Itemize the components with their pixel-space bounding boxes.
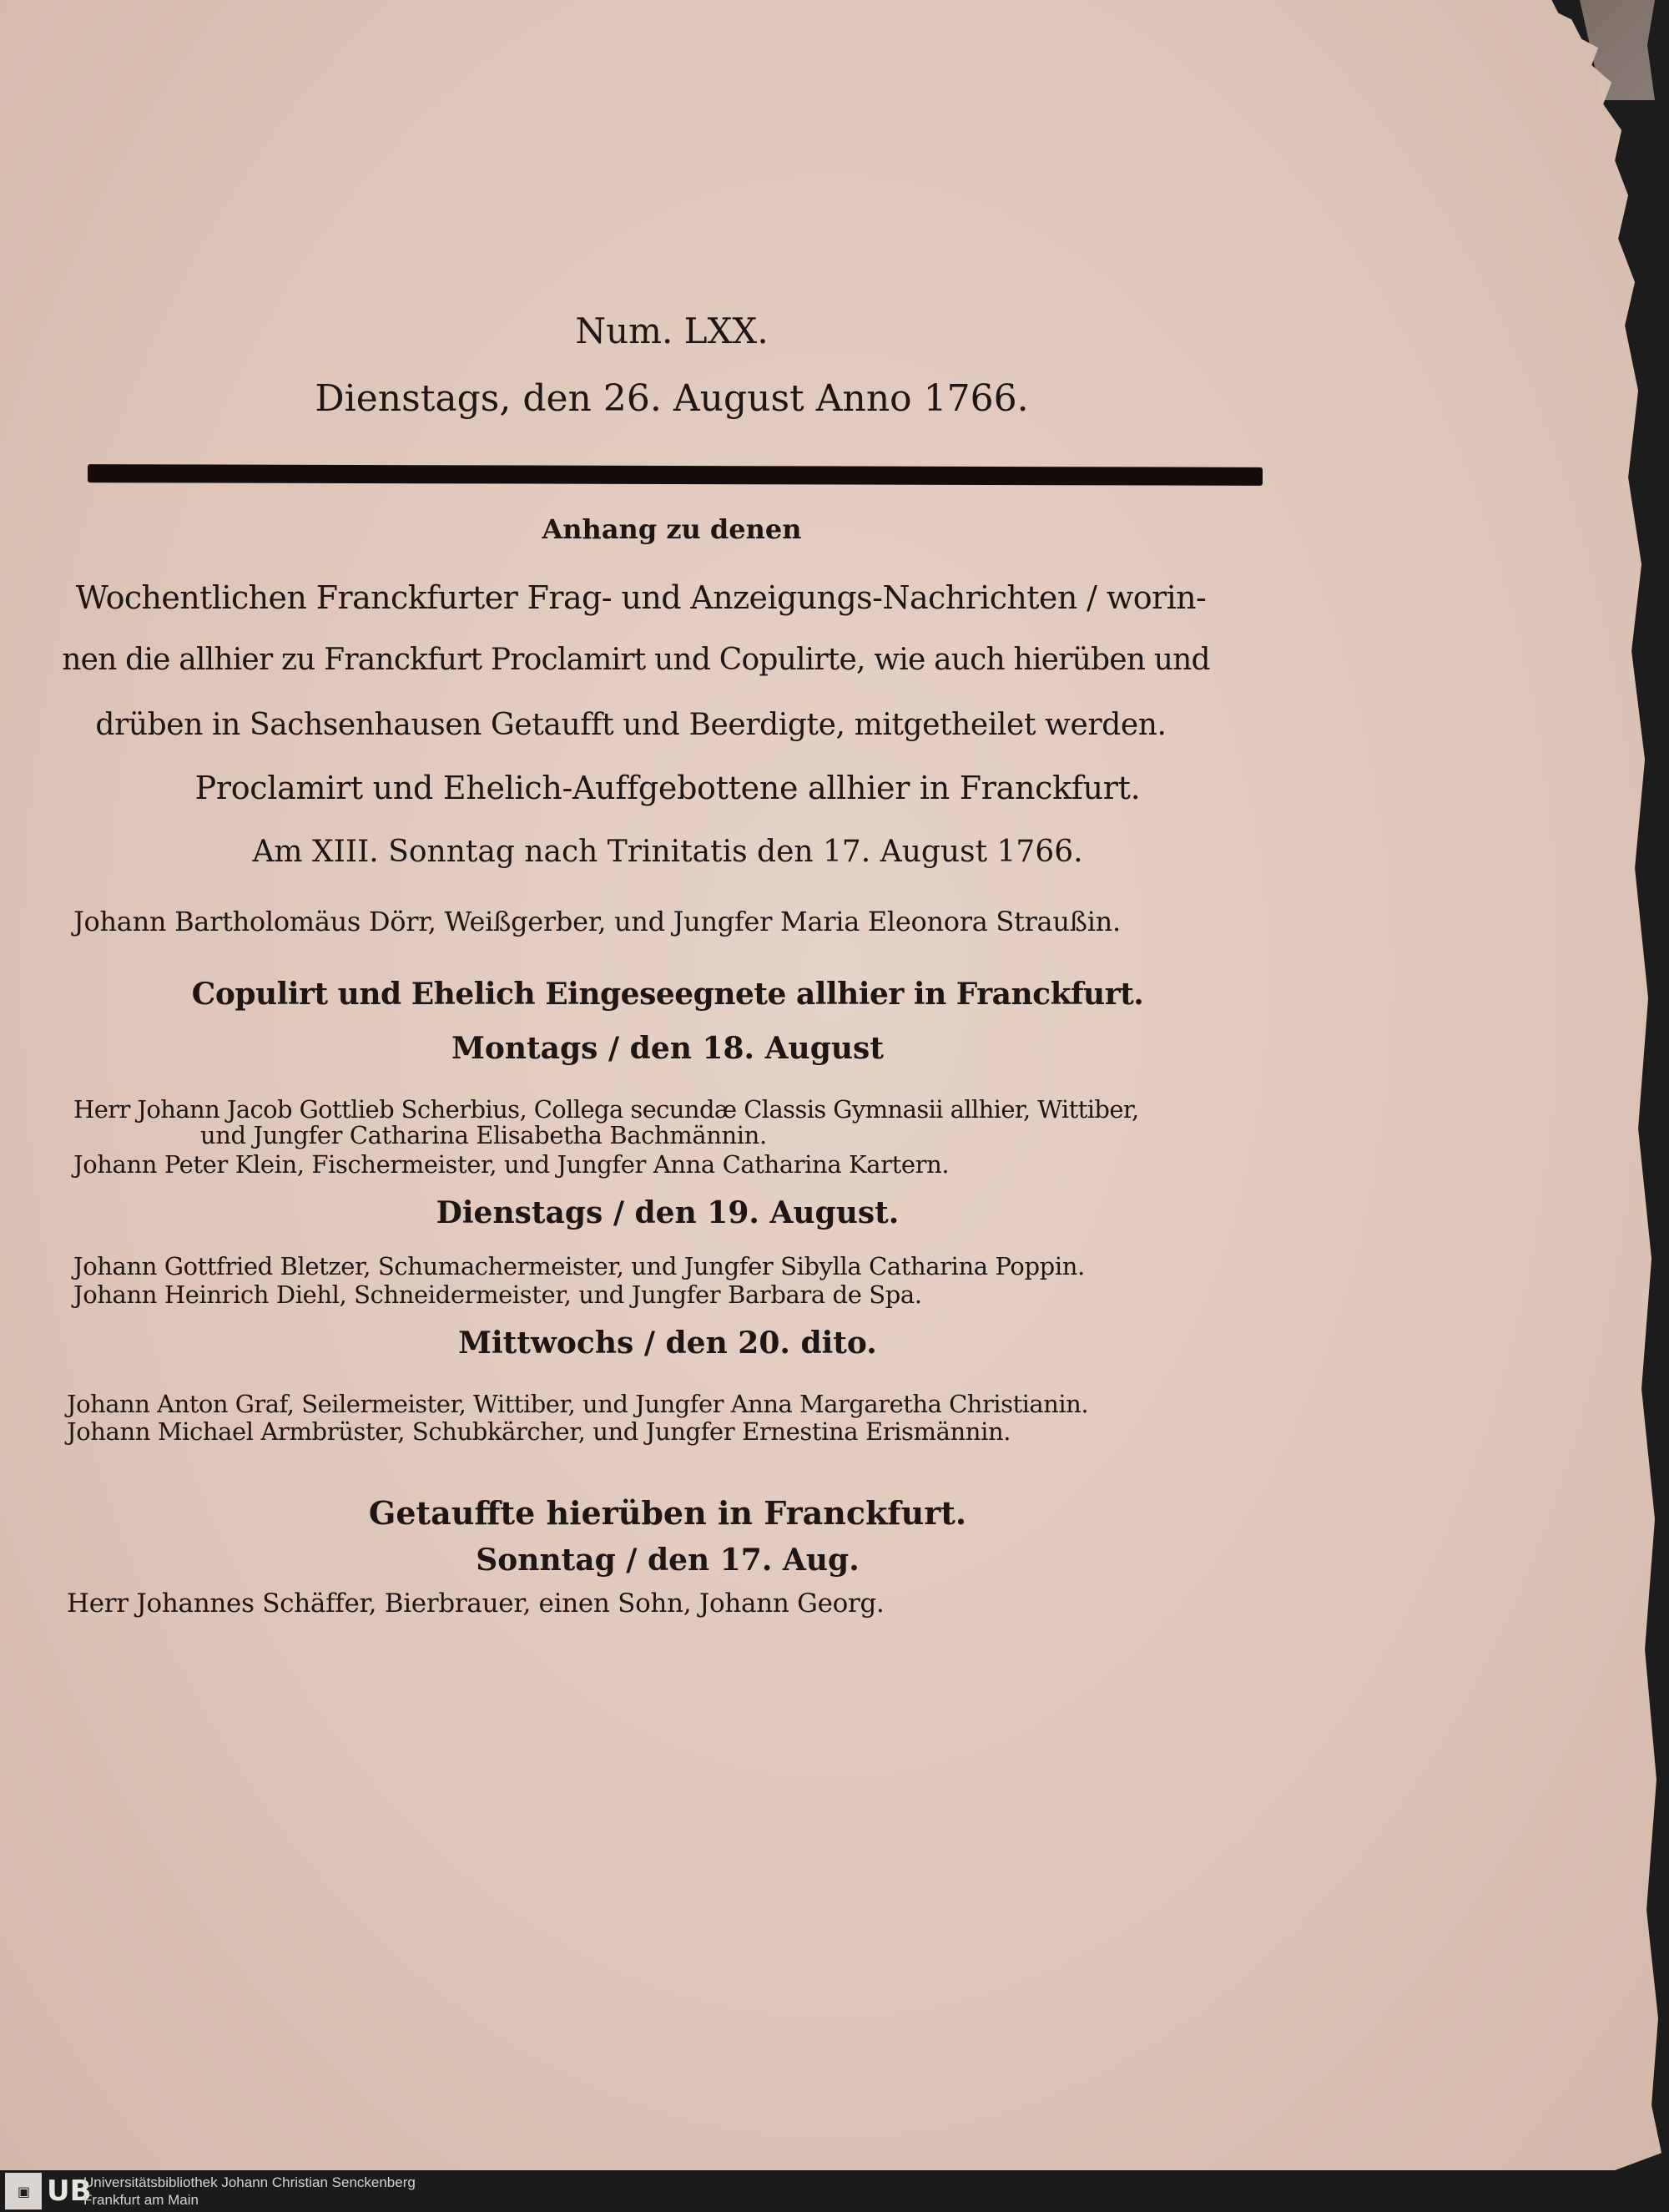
issue-date: Dienstags, den 26. August Anno 1766. [315, 377, 1029, 420]
proclamirt-subheading: Am XIII. Sonntag nach Trinitatis den 17. August 1766. [252, 835, 1083, 869]
header-rule [88, 464, 1263, 486]
issue-number: Num. LXX. [575, 311, 769, 351]
institution-city: Frankfurt am Main [83, 2192, 199, 2208]
title-line-3: nen die allhier zu Franckfurt Proclamirt und Copulirte, wie auch hierüben und [62, 643, 1210, 677]
getaufft-entry: Herr Johannes Schäffer, Bierbrauer, einen Sohn, Johann Georg. [67, 1588, 885, 1619]
ub-logo-text: UB [47, 2174, 92, 2208]
title-line-4: drüben in Sachsenhausen Getaufft und Beerdigte, mitgetheilet werden. [95, 708, 1167, 742]
copulirt-entry: Johann Gottfried Bletzer, Schumachermeister, und Jungfer Sibylla Catharina Poppin. [73, 1252, 1085, 1280]
copulirt-heading: Copulirt und Ehelich Eingeseegnete allhier in Franckfurt. [191, 977, 1144, 1012]
copulirt-entry: Johann Heinrich Diehl, Schneidermeister, und Jungfer Barbara de Spa. [73, 1280, 922, 1309]
copulirt-day-tuesday: Dienstags / den 19. August. [436, 1195, 900, 1230]
getaufft-day: Sonntag / den 17. Aug. [476, 1543, 860, 1578]
copulirt-entry: Herr Johann Jacob Gottlieb Scherbius, Collega secundæ Classis Gymnasii allhier, Wittiber, [73, 1095, 1139, 1124]
title-line-1: Anhang zu denen [542, 513, 802, 545]
proclamirt-heading: Proclamirt und Ehelich-Auffgebottene allhier in Franckfurt. [194, 770, 1141, 806]
copulirt-entry: Johann Peter Klein, Fischermeister, und Jungfer Anna Catharina Kartern. [73, 1150, 950, 1179]
copulirt-entry: Johann Michael Armbrüster, Schubkärcher, und Jungfer Ernestina Erismännin. [67, 1417, 1011, 1446]
proclamirt-entry: Johann Bartholomäus Dörr, Weißgerber, und Jungfer Maria Eleonora Straußin. [73, 906, 1121, 937]
ub-logo [5, 2173, 92, 2209]
copulirt-day-monday: Montags / den 18. August [451, 1031, 884, 1066]
library-seal-icon: ▣ [5, 2173, 42, 2209]
getaufft-heading: Getauffte hierüben in Franckfurt. [368, 1494, 967, 1532]
copulirt-entry: Johann Anton Graf, Seilermeister, Wittiber, und Jungfer Anna Margaretha Christianin. [67, 1390, 1089, 1418]
copulirt-day-wednesday: Mittwochs / den 20. dito. [458, 1326, 877, 1361]
institution-credit [83, 2174, 416, 2209]
copulirt-entry: und Jungfer Catharina Elisabetha Bachmännin. [200, 1121, 767, 1149]
institution-name: Universitätsbibliothek Johann Christian Senckenberg [83, 2174, 416, 2190]
title-line-2: Wochentlichen Franckfurter Frag- und Anzeigungs-Nachrichten / worin- [75, 579, 1207, 616]
